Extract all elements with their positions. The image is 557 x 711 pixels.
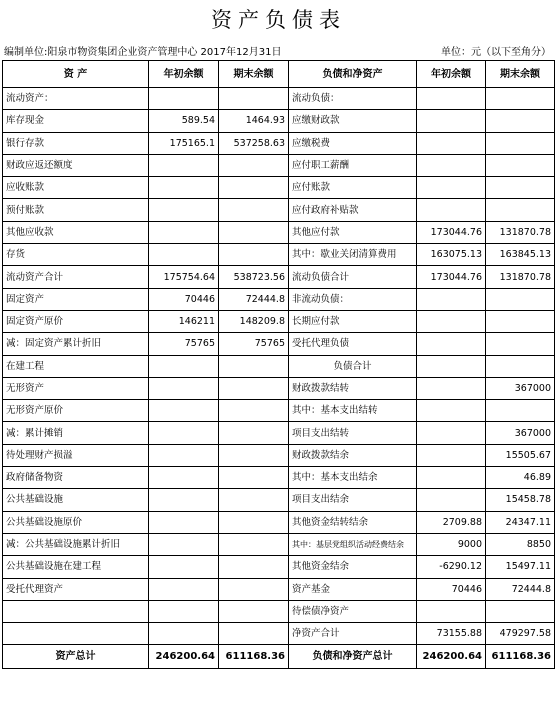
liability-closing: 367000 (486, 377, 555, 399)
liability-item: 应付政府补贴款 (289, 199, 417, 221)
asset-item (3, 600, 149, 622)
total-assets-closing: 611168.36 (219, 645, 289, 669)
asset-opening (149, 556, 219, 578)
table-row (3, 377, 555, 399)
liability-closing: 15458.78 (486, 489, 555, 511)
liability-closing: 46.89 (486, 467, 555, 489)
liability-closing (486, 600, 555, 622)
liability-opening (417, 154, 486, 176)
liability-item: 非流动负债： (289, 288, 417, 310)
header-liabilities: 负债和净资产 (289, 61, 417, 88)
liability-opening: 173044.76 (417, 266, 486, 288)
liability-closing (486, 154, 555, 176)
asset-closing (219, 244, 289, 266)
liability-opening (417, 199, 486, 221)
asset-closing (219, 489, 289, 511)
liability-closing: 479297.58 (486, 623, 555, 645)
asset-opening: 146211 (149, 310, 219, 332)
table-row (3, 288, 555, 310)
asset-opening (149, 355, 219, 377)
liability-item: 项目支出结转 (289, 422, 417, 444)
liability-closing: 72444.8 (486, 578, 555, 600)
asset-item: 预付账款 (3, 199, 149, 221)
asset-item: 公共基础设施在建工程 (3, 556, 149, 578)
liability-item: 应付账款 (289, 177, 417, 199)
liability-item: 其中：基层党组织活动经费结余 (289, 533, 417, 555)
asset-item: 受托代理资产 (3, 578, 149, 600)
liability-item: 应缴税费 (289, 132, 417, 154)
liability-opening (417, 110, 486, 132)
liability-item: 流动负债合计 (289, 266, 417, 288)
header-liabilities-opening: 年初余额 (417, 61, 486, 88)
liability-opening (417, 467, 486, 489)
asset-closing (219, 221, 289, 243)
asset-item: 公共基础设施 (3, 489, 149, 511)
asset-item: 减：公共基础设施累计折旧 (3, 533, 149, 555)
asset-closing (219, 533, 289, 555)
liability-opening (417, 377, 486, 399)
asset-closing (219, 444, 289, 466)
table-header-row (3, 61, 555, 88)
asset-item: 无形资产 (3, 377, 149, 399)
liability-item: 长期应付款 (289, 310, 417, 332)
liability-opening (417, 422, 486, 444)
total-assets-label: 资产总计 (3, 645, 149, 669)
header-assets: 资 产 (3, 61, 149, 88)
liability-closing (486, 310, 555, 332)
liability-item: 财政拨款结转 (289, 377, 417, 399)
total-assets-opening: 246200.64 (149, 645, 219, 669)
liability-opening (417, 355, 486, 377)
table-row (3, 444, 555, 466)
table-row (3, 266, 555, 288)
liability-opening: 173044.76 (417, 221, 486, 243)
table-row (3, 489, 555, 511)
asset-closing (219, 400, 289, 422)
liability-opening (417, 444, 486, 466)
asset-opening (149, 154, 219, 176)
asset-opening (149, 400, 219, 422)
liability-item: 其中：基本支出结转 (289, 400, 417, 422)
asset-closing (219, 511, 289, 533)
asset-item: 在建工程 (3, 355, 149, 377)
table-row (3, 244, 555, 266)
table-row (3, 110, 555, 132)
liability-closing (486, 199, 555, 221)
table-row (3, 199, 555, 221)
table-row (3, 400, 555, 422)
table-row (3, 221, 555, 243)
liability-closing: 131870.78 (486, 266, 555, 288)
liability-closing (486, 288, 555, 310)
asset-item: 流动资产合计 (3, 266, 149, 288)
liability-closing: 24347.11 (486, 511, 555, 533)
asset-opening (149, 221, 219, 243)
total-liabilities-opening: 246200.64 (417, 645, 486, 669)
table-row (3, 333, 555, 355)
liability-opening (417, 88, 486, 110)
asset-item: 应收账款 (3, 177, 149, 199)
liability-opening: 2709.88 (417, 511, 486, 533)
liability-closing: 15497.11 (486, 556, 555, 578)
grand-total-row (3, 645, 555, 669)
currency-unit: 单位：元（以下至角分） (441, 47, 551, 58)
liability-opening (417, 333, 486, 355)
liability-item: 其他资金结转结余 (289, 511, 417, 533)
liability-closing (486, 333, 555, 355)
asset-closing (219, 467, 289, 489)
table-row (3, 623, 555, 645)
asset-opening (149, 533, 219, 555)
table-row (3, 355, 555, 377)
asset-closing: 148209.8 (219, 310, 289, 332)
header-assets-opening: 年初余额 (149, 61, 219, 88)
liability-item: 应付职工薪酬 (289, 154, 417, 176)
liability-closing: 367000 (486, 422, 555, 444)
asset-item: 财政应返还额度 (3, 154, 149, 176)
document-title: 资产负债表 (211, 8, 346, 32)
asset-closing: 72444.8 (219, 288, 289, 310)
asset-item: 政府储备物资 (3, 467, 149, 489)
liability-item: 受托代理负债 (289, 333, 417, 355)
asset-closing (219, 556, 289, 578)
asset-opening: 70446 (149, 288, 219, 310)
liability-opening: 163075.13 (417, 244, 486, 266)
liability-opening (417, 600, 486, 622)
liability-item: 资产基金 (289, 578, 417, 600)
liability-opening (417, 400, 486, 422)
liability-opening (417, 288, 486, 310)
table-row (3, 177, 555, 199)
asset-opening: 175754.64 (149, 266, 219, 288)
asset-opening (149, 377, 219, 399)
asset-item: 固定资产 (3, 288, 149, 310)
asset-opening (149, 623, 219, 645)
asset-closing: 537258.63 (219, 132, 289, 154)
liability-item: 其中：基本支出结余 (289, 467, 417, 489)
asset-closing: 1464.93 (219, 110, 289, 132)
liability-closing: 15505.67 (486, 444, 555, 466)
liability-opening (417, 310, 486, 332)
asset-opening (149, 444, 219, 466)
asset-item (3, 623, 149, 645)
asset-opening (149, 88, 219, 110)
balance-sheet-table (2, 60, 555, 669)
total-liabilities-label: 负债和净资产总计 (289, 645, 417, 669)
header-liabilities-closing: 期末余额 (486, 61, 555, 88)
liability-closing: 8850 (486, 533, 555, 555)
asset-item: 固定资产原价 (3, 310, 149, 332)
asset-closing (219, 422, 289, 444)
liability-item: 净资产合计 (289, 623, 417, 645)
asset-item: 减：累计摊销 (3, 422, 149, 444)
asset-closing (219, 199, 289, 221)
asset-closing (219, 88, 289, 110)
liability-item: 其中：歇业关闭清算费用 (289, 244, 417, 266)
asset-item: 其他应收款 (3, 221, 149, 243)
asset-item: 库存现金 (3, 110, 149, 132)
asset-item: 待处理财产损溢 (3, 444, 149, 466)
liability-item: 应缴财政款 (289, 110, 417, 132)
asset-closing (219, 623, 289, 645)
liability-closing: 131870.78 (486, 221, 555, 243)
asset-item: 流动资产： (3, 88, 149, 110)
liability-item: 项目支出结余 (289, 489, 417, 511)
liability-opening: 73155.88 (417, 623, 486, 645)
table-row (3, 154, 555, 176)
asset-closing: 538723.56 (219, 266, 289, 288)
asset-closing (219, 377, 289, 399)
liability-opening: 9000 (417, 533, 486, 555)
liability-item: 其他资金结余 (289, 556, 417, 578)
table-row (3, 556, 555, 578)
asset-opening (149, 467, 219, 489)
liability-closing (486, 110, 555, 132)
table-row (3, 600, 555, 622)
liability-opening (417, 132, 486, 154)
asset-item: 银行存款 (3, 132, 149, 154)
asset-opening (149, 511, 219, 533)
asset-opening (149, 199, 219, 221)
liability-opening: -6290.12 (417, 556, 486, 578)
liability-closing (486, 177, 555, 199)
asset-item: 存货 (3, 244, 149, 266)
table-row (3, 533, 555, 555)
liability-closing (486, 400, 555, 422)
asset-item: 减：固定资产累计折旧 (3, 333, 149, 355)
asset-item: 公共基础设施原价 (3, 511, 149, 533)
asset-opening (149, 489, 219, 511)
asset-closing (219, 600, 289, 622)
asset-closing (219, 154, 289, 176)
liability-closing (486, 88, 555, 110)
liability-item: 待偿债净资产 (289, 600, 417, 622)
asset-opening (149, 244, 219, 266)
table-row (3, 132, 555, 154)
liability-item: 负债合计 (289, 355, 417, 377)
asset-closing (219, 355, 289, 377)
liability-opening (417, 177, 486, 199)
header-assets-closing: 期末余额 (219, 61, 289, 88)
asset-opening (149, 578, 219, 600)
liability-item: 财政拨款结余 (289, 444, 417, 466)
liability-opening: 70446 (417, 578, 486, 600)
asset-opening (149, 422, 219, 444)
asset-item: 无形资产原价 (3, 400, 149, 422)
table-row (3, 88, 555, 110)
asset-closing (219, 578, 289, 600)
table-row (3, 578, 555, 600)
asset-opening: 75765 (149, 333, 219, 355)
liability-opening (417, 489, 486, 511)
asset-opening: 175165.1 (149, 132, 219, 154)
asset-opening: 589.54 (149, 110, 219, 132)
liability-closing (486, 132, 555, 154)
liability-item: 流动负债： (289, 88, 417, 110)
liability-closing: 163845.13 (486, 244, 555, 266)
table-row (3, 467, 555, 489)
table-row (3, 511, 555, 533)
asset-opening (149, 600, 219, 622)
asset-closing (219, 177, 289, 199)
table-row (3, 422, 555, 444)
liability-item: 其他应付款 (289, 221, 417, 243)
compiling-unit: 编制单位:阳泉市物资集团企业资产管理中心 2017年12月31日 (4, 47, 282, 58)
table-row (3, 310, 555, 332)
asset-opening (149, 177, 219, 199)
liability-closing (486, 355, 555, 377)
asset-closing: 75765 (219, 333, 289, 355)
total-liabilities-closing: 611168.36 (486, 645, 555, 669)
